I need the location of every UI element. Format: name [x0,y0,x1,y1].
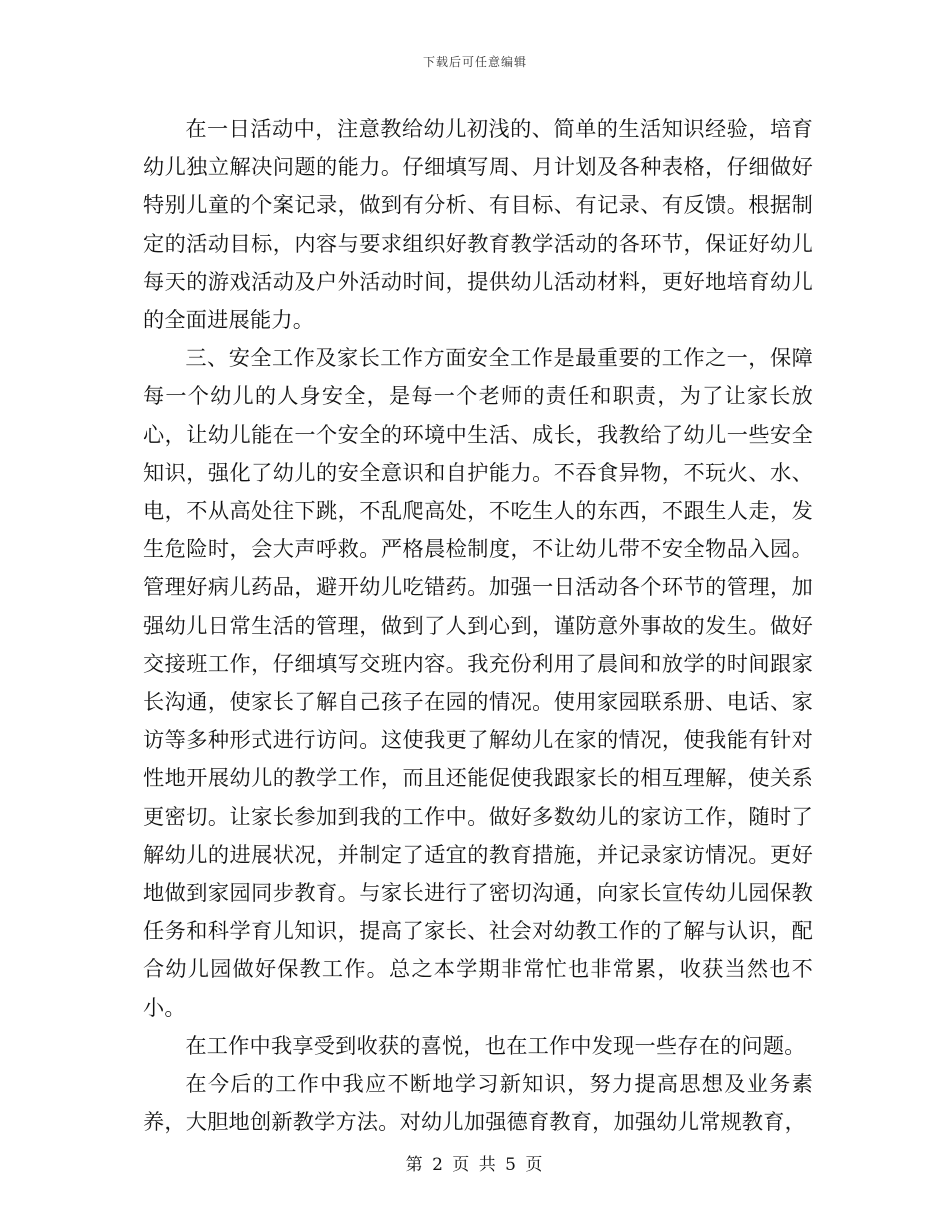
paragraph: 在今后的工作中我应不断地学习新知识，努力提高思想及业务素养，大胆地创新教学方法。对幼儿加强德育教育，加强幼儿常规教育， [143,1071,813,1135]
paragraph: 三、安全工作及家长工作方面安全工作是最重要的工作之一，保障每一个幼儿的人身安全，是每一个老师的责任和职责，为了让家长放心，让幼儿能在一个安全的环境中生活、成长，我教给了幼儿一些安全知识，强化了幼儿的安全意识和自护能力。不吞食异物，不玩火、水、电，不从高处往下跳，不乱爬高处，不吃生人的东西，不跟生人走，发生危险时，会大声呼救。严格晨检制度，不让幼儿带不安全物品入园。管理好病儿药品，避开幼儿吃错药。加强一日活动各个环节的管理，加强幼儿日常生活的管理，做到了人到心到，谨防意外事故的发生。做好交接班工作，仔细填写交班内容。我充份利用了晨间和放学的时间跟家长沟通，使家长了解自己孩子在园的情况。使用家园联系册、电话、家访等多种形式进行访问。这使我更了解幼儿在家的情况，使我能有针对性地开展幼儿的教学工作，而且还能促使我跟家长的相互理解，使关系更密切。让家长参加到我的工作中。做好多数幼儿的家访工作，随时了解幼儿的进展状况，并制定了适宜的教育措施，并记录家访情况。更好地做到家园同步教育。与家长进行了密切沟通，向家长宣传幼儿园保教任务和科学育儿知识，提高了家长、社会对幼教工作的了解与认识，配合幼儿园做好保教工作。总之本学期非常忙也非常累，收获当然也不小。 [143,345,813,1020]
paragraph: 在一日活动中，注意教给幼儿初浅的、简单的生活知识经验，培育幼儿独立解决问题的能力。仔细填写周、月计划及各种表格，仔细做好特别儿童的个案记录，做到有分析、有目标、有记录、有反馈。根据制定的活动目标，内容与要求组织好教育教学活动的各环节，保证好幼儿每天的游戏活动及户外活动时间，提供幼儿活动材料，更好地培育幼儿的全面进展能力。 [143,116,813,333]
page-header: 下载后可任意编辑 [422,55,527,69]
paragraph: 在工作中我享受到收获的喜悦，也在工作中发现一些存在的问题。 [185,1032,806,1058]
document-body [143,110,813,1141]
page-number-footer: 第 2 页 共 5 页 [405,1155,545,1175]
